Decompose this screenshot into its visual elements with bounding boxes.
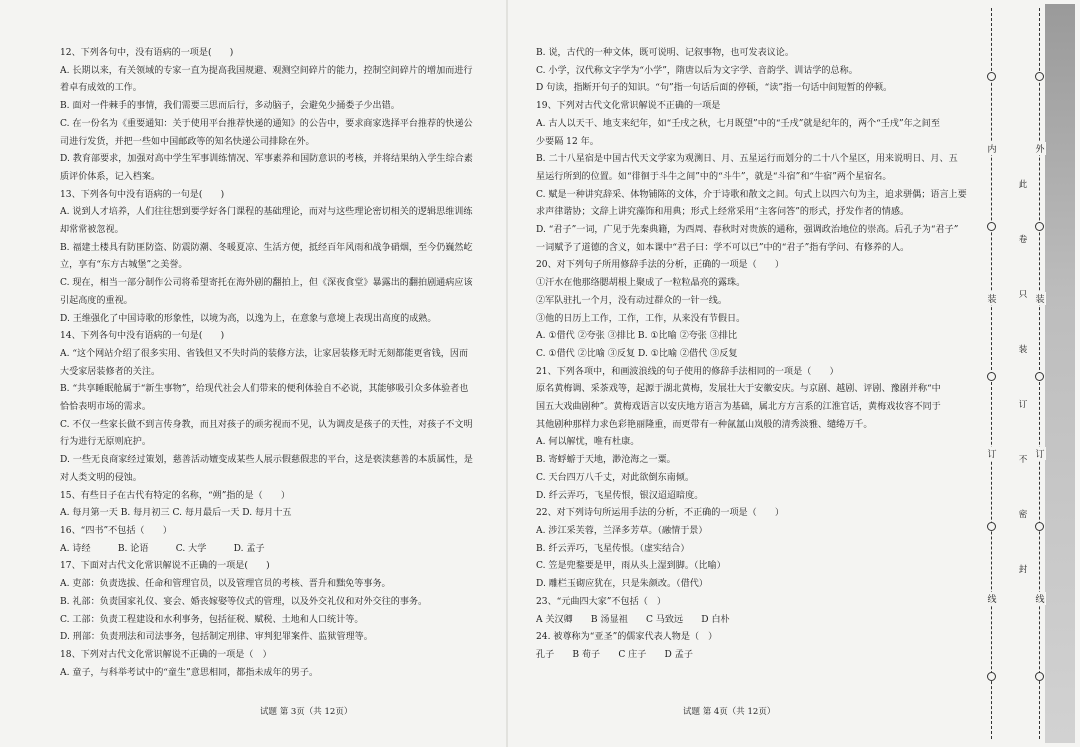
right-page-line: 20、对下列句子所用修辞手法的分析，正确的一项是（ ） [536, 260, 785, 271]
left-page-line: B. 福建土楼具有防匪防盗、防震防潮、冬暖夏凉、生活方便，抵经百年风雨和战争硝烟，至今仍巍然屹 [60, 242, 473, 253]
left-page-line: B. 面对一件棘手的事情，我们需要三思而后行，多动脑子，会避免少捅娄子少出错。 [60, 101, 400, 112]
left-page-line: 15、有些日子在古代有特定的名称，“朔”指的是（ ） [60, 490, 291, 501]
left-page-line: A. 每月第一天 B. 每月初三 C. 每月最后一天 D. 每月十五 [60, 508, 292, 519]
left-page-line: 却常常被忽视。 [60, 225, 124, 236]
left-page-line: A. 吏部：负责选拔、任命和管理官员，以及管理官员的考核、晋升和黜免等事务。 [60, 579, 391, 590]
left-page-line: 12、下列各句中，没有语病的一项是( ) [60, 48, 234, 58]
right-page-line: 其他剧种那样力求色彩艳丽隆重，而更带有一种氤氲山岚般的清秀淡雅、缱绻万千。 [536, 419, 873, 430]
right-page-line: 求声律谐协；文辞上讲究藻饰和用典；形式上经常采用“主客问答”的形式，抒发作者的情感。 [536, 207, 910, 218]
right-page-line: 19、下列对古代文化常识解说不正确的一项是 [536, 101, 721, 112]
outer-binding-hole [1035, 672, 1044, 681]
left-page [0, 0, 508, 747]
outer-binding-label: 订 [1034, 447, 1046, 460]
outer-binding-hole [1035, 222, 1044, 231]
inner-binding-hole [987, 522, 996, 531]
right-page-line: C. 赋是一种讲究辞采、体物铺陈的文体，介于诗歌和散文之间。句式上以四六句为主，追求骈偶；语言上要 [536, 189, 967, 200]
right-page-line: B. 说，古代的一种文体，既可说明、记叙事物，也可发表议论。 [536, 48, 794, 58]
left-page-line: B. 礼部：负责国家礼仪、宴会、婚丧嫁娶等仪式的管理，以及外交礼仪和对外交往的事务。 [60, 596, 428, 607]
right-page-line: D 句读，指断开句子的知识。“句”指一句话后面的停顿，“读”指一句话中间短暂的停顿。 [536, 83, 893, 94]
inner-binding-hole [987, 672, 996, 681]
right-page-line: D. “君子”一词，广见于先秦典籍，为西周、春秋时对贵族的通称，强调政治地位的崇高。后孔子为“君子” [536, 225, 959, 236]
binding-warning-char: 不 [1018, 455, 1028, 465]
inner-binding-label: 内 [986, 142, 998, 155]
right-page-line: ①汗水在他那络腮胡根上聚成了一粒粒晶亮的露珠。 [536, 278, 746, 289]
left-page-line: B. “共享睡眠舱属于“新生事物”，给现代社会人们带来的便利体验自不必说，其能够吸引众多体验者也 [60, 384, 469, 395]
right-page-line: B. 寄蜉蝣于天地，渺沧海之一粟。 [536, 455, 676, 466]
left-page-line: 大受家居装修者的关注。 [60, 366, 161, 377]
right-page-line: A. 涉江采芙蓉，兰泽多芳草。（融情于景） [536, 525, 708, 536]
outer-binding-label: 外 [1034, 142, 1046, 155]
left-page-line: 13、下列各句中没有语病的一句是( ) [60, 189, 225, 200]
left-page-line: 行为进行无原则庇护。 [60, 437, 151, 448]
right-page-line: B. 纤云弄巧，飞星传恨。（虚实结合） [536, 543, 690, 554]
right-page-line: D. 雕栏玉砌应犹在，只是朱颜改。（借代） [536, 579, 708, 590]
left-page-line: A. 说到人才培养，人们往往想到要学好各门课程的基础理论，而对与这些理论密切相关的逻辑思维训练 [60, 207, 473, 218]
inner-binding-label: 装 [986, 292, 998, 305]
outer-binding-hole [1035, 72, 1044, 81]
left-page-line: 质评价体系，记入档案。 [60, 171, 161, 182]
right-page-line: 少要隔 12 年。 [536, 136, 599, 147]
right-page [508, 0, 983, 747]
outer-binding-label: 线 [1034, 592, 1046, 605]
right-page-line: C. 笠是兜鍪要是甲，雨从头上湿到脚。（比喻） [536, 561, 726, 572]
right-page-line: A 关汉卿 B 汤显祖 C 马致远 D 白朴 [536, 614, 730, 625]
outer-binding-label: 装 [1034, 292, 1046, 305]
inner-binding-label: 订 [986, 447, 998, 460]
left-page-line: 14、下列各句中没有语病的一句是( ) [60, 331, 225, 342]
right-page-line: 一词赋予了道德的含义，如本课中“君子曰：学不可以已”中的“君子”指有学问、有修养的人。 [536, 242, 910, 253]
right-page-line: A. 古人以天干、地支来纪年，如“壬戌之秋，七月既望”中的“壬戌”就是纪年的，两个“壬戌”年之间至 [536, 118, 940, 129]
right-page-line: 22、对下列诗句所运用手法的分析，不正确的一项是（ ） [536, 508, 785, 519]
right-page-line: 孔子 B 荀子 C 庄子 D 孟子 [536, 649, 693, 660]
right-page-line: ②军队驻扎一个月，没有动过群众的一针一线。 [536, 295, 727, 306]
binding-warning-char: 只 [1018, 290, 1028, 300]
left-page-line: D. 刑部：负责刑法和司法事务，包括制定刑律、审判犯罪案件、监狱管理等。 [60, 632, 373, 643]
left-page-line: D. 王维强化了中国诗歌的形象性，以境为高，以逸为上，在意象与意境上表现出高度的成熟。 [60, 313, 437, 324]
right-page-footer: 试题 第 4页（共 12页） [683, 707, 776, 717]
right-page-line: ③他的日历上工作，工作，工作，从来没有节假日。 [536, 313, 746, 324]
left-page-line: A. 长期以来，有关领域的专家一直为提高我国规避、观测空间碎片的能力，控制空间碎片的增加而进行 [60, 65, 473, 76]
left-page-line: C. 不仅一些家长做不到言传身教，而且对孩子的顽劣视而不见，认为调皮是孩子的天性，对孩子不文明 [60, 419, 473, 430]
binding-warning-char: 装 [1018, 345, 1028, 355]
outer-binding-hole [1035, 522, 1044, 531]
right-page-line: 23、“元曲四大家”不包括（ ） [536, 596, 666, 607]
binding-shade [1045, 4, 1075, 743]
inner-binding-hole [987, 222, 996, 231]
left-page-line: 17、下面对古代文化常识解说不正确的一项是( ) [60, 561, 270, 572]
right-page-line: C. 天台四万八千丈，对此欲倒东南倾。 [536, 472, 694, 483]
left-page-line: 对人类文明的侵蚀。 [60, 472, 142, 483]
left-page-line: A. 童子，与科举考试中的“童生”意思相同，都指未成年的男子。 [60, 667, 319, 678]
binding-warning-char: 此 [1018, 180, 1028, 190]
right-page-line: C. ①借代 ②比喻 ③反复 D. ①比喻 ②借代 ③反复 [536, 348, 738, 359]
right-page-line: C. 小学，汉代称文字学为“小学”，隋唐以后为文字学、音韵学、训诂学的总称。 [536, 65, 858, 76]
right-page-line: A. ①借代 ②夸张 ③排比 B. ①比喻 ②夸张 ③排比 [536, 331, 738, 342]
left-page-line: 立，享有“东方古城堡”之美誉。 [60, 260, 188, 271]
right-page-line: D. 纤云弄巧，飞星传恨，银汉迢迢暗度。 [536, 490, 704, 501]
left-page-line: 恰恰表明市场的需求。 [60, 402, 151, 413]
left-page-line: C. 现在，相当一部分制作公司将希望寄托在海外剧的翻拍上，但《深夜食堂》暴露出的翻拍剧通病应该 [60, 278, 473, 289]
left-page-line: 司进行发货，并把一些如中国邮政等的知名快递公司排除在外。 [60, 136, 315, 147]
outer-binding-hole [1035, 372, 1044, 381]
right-page-line: 21、下列各项中，和画波浪线的句子使用的修辞手法相同的一项是（ ） [536, 366, 839, 377]
left-page-line: C. 在一份名为《重要通知：关于使用平台推荐快递的通知》的公告中，要求商家选择平台推荐的快递公 [60, 118, 473, 129]
inner-binding-hole [987, 372, 996, 381]
binding-strip [983, 0, 1080, 747]
binding-warning-char: 封 [1018, 565, 1028, 575]
right-page-line: A. 何以解忧，唯有杜康。 [536, 437, 640, 448]
right-page-line: 星运行所到的位置。如“徘徊于斗牛之间”中的“斗牛”，就是“斗宿”和“牛宿”两个星宿名。 [536, 171, 892, 182]
right-page-line: B. 二十八星宿是中国古代天文学家为观测日、月、五星运行而划分的二十八个星区，用来说明日、月、五 [536, 154, 958, 165]
right-page-line: 原名黄梅调、采茶戏等，起源于湖北黄梅，发展壮大于安徽安庆。与京剧、越剧、评剧、豫剧并称“中 [536, 384, 941, 395]
binding-warning-char: 订 [1018, 400, 1028, 410]
binding-warning-char: 密 [1018, 510, 1028, 520]
left-page-line: D. 教育部要求，加强对高中学生军事训练情况、军事素养和国防意识的考核，并将结果纳入学生综合素 [60, 154, 473, 165]
left-page-line: D. 一些无良商家经过策划，慈善活动嬗变成某些人展示假慈假悲的平台，这是亵渎慈善的本质属性，是 [60, 455, 473, 466]
binding-warning-char: 卷 [1018, 235, 1028, 245]
left-page-line: 16、“四书”不包括（ ） [60, 525, 172, 536]
left-page-line: 引起高度的重视。 [60, 295, 133, 306]
left-page-line: 着卓有成效的工作。 [60, 83, 142, 94]
right-page-line: 24. 被尊称为“亚圣”的儒家代表人物是（ ） [536, 632, 718, 643]
left-page-line: 18、下列对古代文化常识解说不正确的一项是（ ） [60, 649, 272, 660]
left-page-footer: 试题 第 3页（共 12页） [260, 707, 353, 717]
inner-binding-hole [987, 72, 996, 81]
left-page-line: C. 工部：负责工程建设和水利事务，包括征税、赋税、土地和人口统计等。 [60, 614, 364, 625]
left-page-line: A. “这个网站介绍了很多实用、省钱但又不失时尚的装修方法，让家居装修无时无刻都能更省钱，因而 [60, 348, 469, 359]
right-page-line: 国五大戏曲剧种”。黄梅戏语言以安庆地方语言为基础，属北方方言系的江淮官话，黄梅戏妆容不同于 [536, 402, 941, 413]
inner-binding-label: 线 [986, 592, 998, 605]
left-page-line: A. 诗经 B. 论语 C. 大学 D. 孟子 [60, 543, 265, 554]
